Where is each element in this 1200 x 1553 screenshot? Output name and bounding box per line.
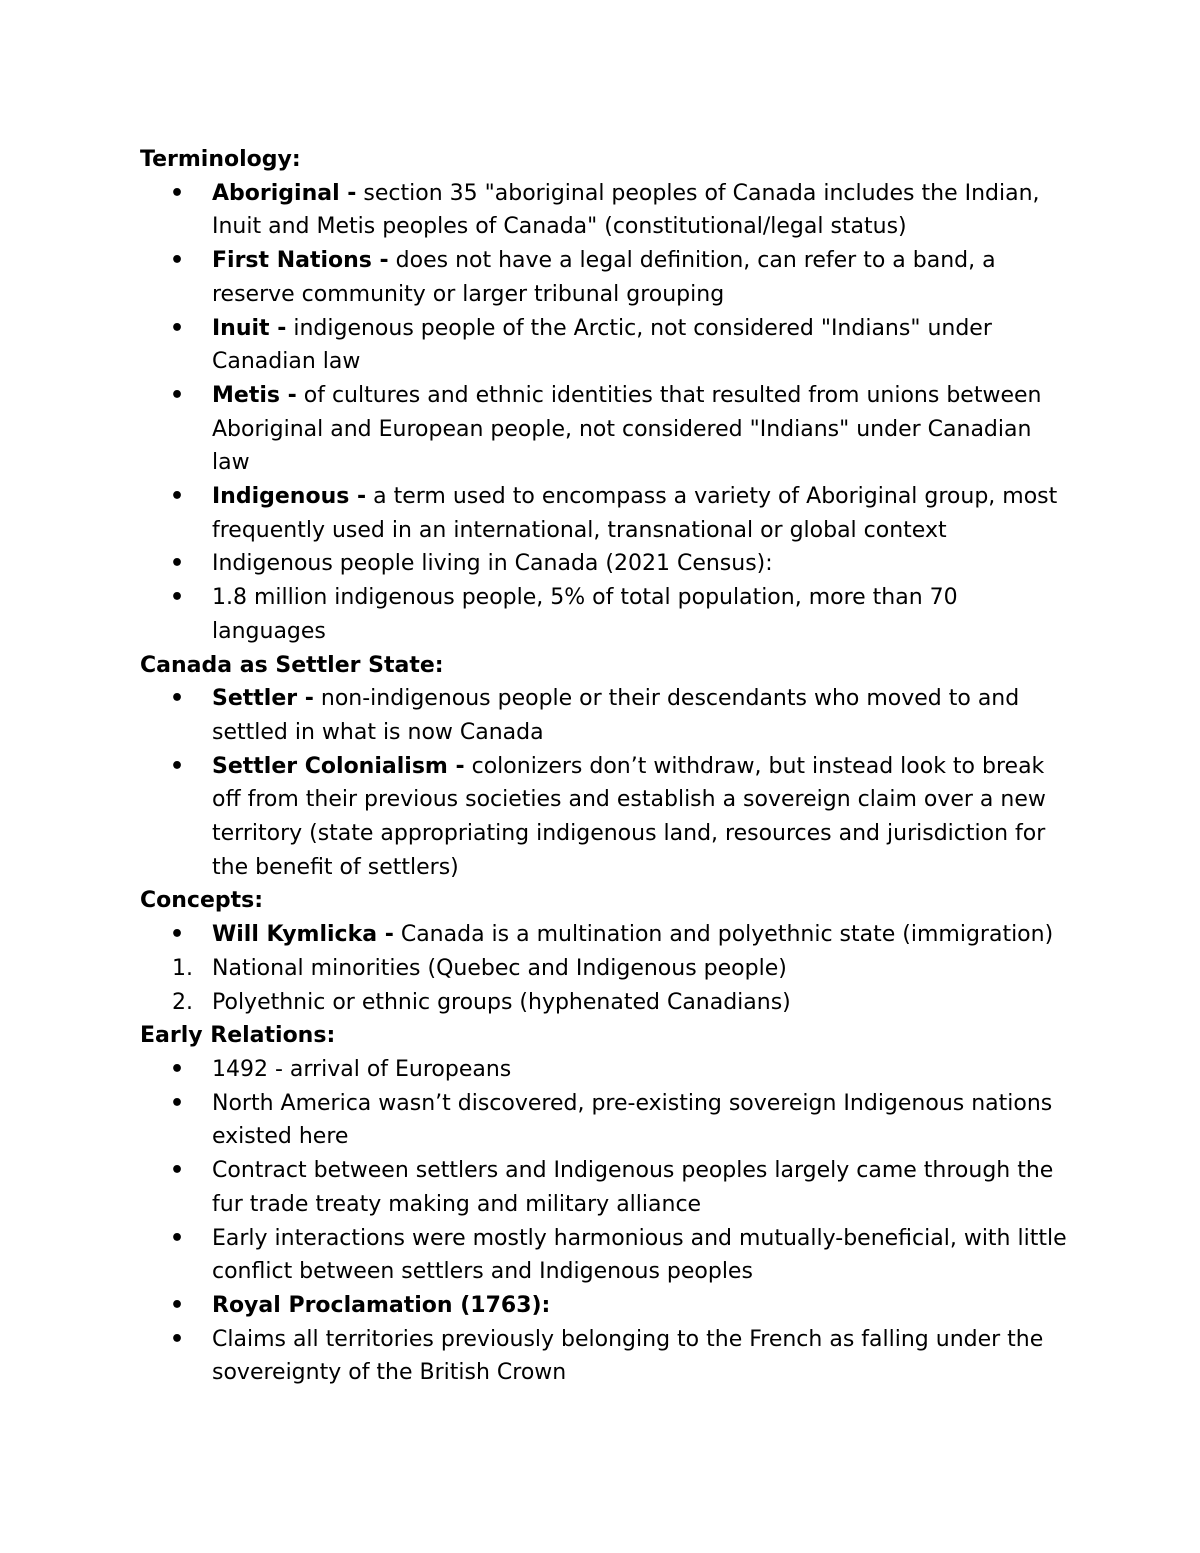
list-item — [140, 1222, 1075, 1289]
list-item — [140, 1289, 1075, 1323]
term-label: Aboriginal - — [212, 180, 357, 206]
list-item — [140, 177, 1075, 244]
bullet-marker: • — [170, 585, 185, 611]
list-item — [140, 244, 1075, 311]
section-list — [140, 177, 1075, 649]
item-text: 1.8 million indigenous people, 5% of total population, more than 70 languages — [212, 585, 958, 644]
list-item — [140, 952, 1075, 986]
document-body — [140, 143, 1075, 1390]
list-item — [140, 918, 1075, 952]
number-marker: 1. — [172, 955, 193, 981]
item-text: Canada is a multination and polyethnic state (immigration) — [393, 922, 1054, 948]
bullet-marker: • — [170, 686, 185, 712]
item-text: a term used to encompass a variety of Aboriginal group, most frequently used in an international, transnational or global context — [212, 484, 1058, 543]
item-text: non-indigenous people or their descendants who moved to and settled in what is now Canada — [212, 686, 1020, 745]
list-item — [140, 581, 1075, 648]
list-item — [140, 547, 1075, 581]
list-item — [140, 986, 1075, 1020]
list-item — [140, 682, 1075, 749]
bullet-marker: • — [170, 1158, 185, 1184]
section-heading: Concepts: — [140, 888, 264, 914]
term-label: Royal Proclamation (1763): — [212, 1292, 551, 1318]
bullet-marker: • — [170, 1225, 185, 1251]
section-list — [140, 682, 1075, 884]
item-text: 1492 - arrival of Europeans — [212, 1056, 512, 1082]
bullet-marker: • — [170, 315, 185, 341]
bullet-marker: • — [170, 1292, 185, 1318]
section-list — [140, 1053, 1075, 1390]
item-text: North America wasn’t discovered, pre-existing sovereign Indigenous nations existed here — [212, 1090, 1053, 1150]
section-heading: Early Relations: — [140, 1023, 336, 1049]
list-item — [140, 1323, 1075, 1390]
bullet-marker: • — [170, 248, 185, 274]
number-marker: 2. — [172, 989, 193, 1015]
bullet-marker: • — [170, 1090, 185, 1116]
bullet-marker: • — [170, 484, 185, 510]
bullet-marker: • — [170, 922, 185, 948]
section-heading: Terminology: — [140, 147, 301, 172]
item-text: of cultures and ethnic identities that resulted from unions between Aboriginal and European people, not considered "Indians" under Canadian law — [212, 382, 1042, 476]
list-item — [140, 1087, 1075, 1154]
bullet-marker: • — [170, 180, 185, 206]
bullet-marker: • — [170, 753, 185, 779]
term-label: Indigenous - — [212, 484, 367, 510]
item-text: Early interactions were mostly harmonious and mutually-beneficial, with little conflict between settlers and Indigenous peoples — [212, 1225, 1067, 1285]
section-heading: Canada as Settler State: — [140, 652, 444, 678]
item-text: National minorities (Quebec and Indigenous people) — [212, 955, 787, 981]
term-label: Settler Colonialism - — [212, 753, 465, 779]
item-text: Contract between settlers and Indigenous peoples largely came through the fur trade treaty making and military alliance — [212, 1158, 1054, 1217]
term-label: First Nations - — [212, 248, 389, 274]
bullet-marker: • — [170, 551, 185, 577]
item-text: colonizers don’t withdraw, but instead look to break off from their previous societies and establish a sovereign claim over a new territory (state appropriating indigenous land, resources and jurisdiction for the benefit of settlers) — [212, 753, 1046, 880]
list-item — [140, 379, 1075, 480]
term-label: Settler - — [212, 686, 314, 712]
list-item — [140, 750, 1075, 885]
term-label: Inuit - — [212, 315, 287, 341]
term-label: Metis - — [212, 382, 297, 408]
list-item — [140, 312, 1075, 379]
bullet-marker: • — [170, 1326, 185, 1352]
item-text: Claims all territories previously belonging to the French as falling under the sovereignty of the British Crown — [212, 1326, 1044, 1386]
item-text: Indigenous people living in Canada (2021 Census): — [212, 551, 773, 577]
item-text: Polyethnic or ethnic groups (hyphenated Canadians) — [212, 989, 791, 1015]
section-list — [140, 918, 1075, 1019]
term-label: Will Kymlicka - — [212, 922, 394, 948]
item-text: indigenous people of the Arctic, not considered "Indians" under Canadian law — [212, 315, 992, 375]
list-item — [140, 480, 1075, 547]
bullet-marker: • — [170, 1056, 185, 1082]
list-item — [140, 1053, 1075, 1087]
item-text: does not have a legal definition, can refer to a band, a reserve community or larger tribunal grouping — [212, 248, 996, 307]
bullet-marker: • — [170, 382, 185, 408]
item-text: section 35 "aboriginal peoples of Canada includes the Indian, Inuit and Metis peoples of Canada" (constitutional/legal status) — [212, 180, 1040, 240]
list-item — [140, 1154, 1075, 1221]
